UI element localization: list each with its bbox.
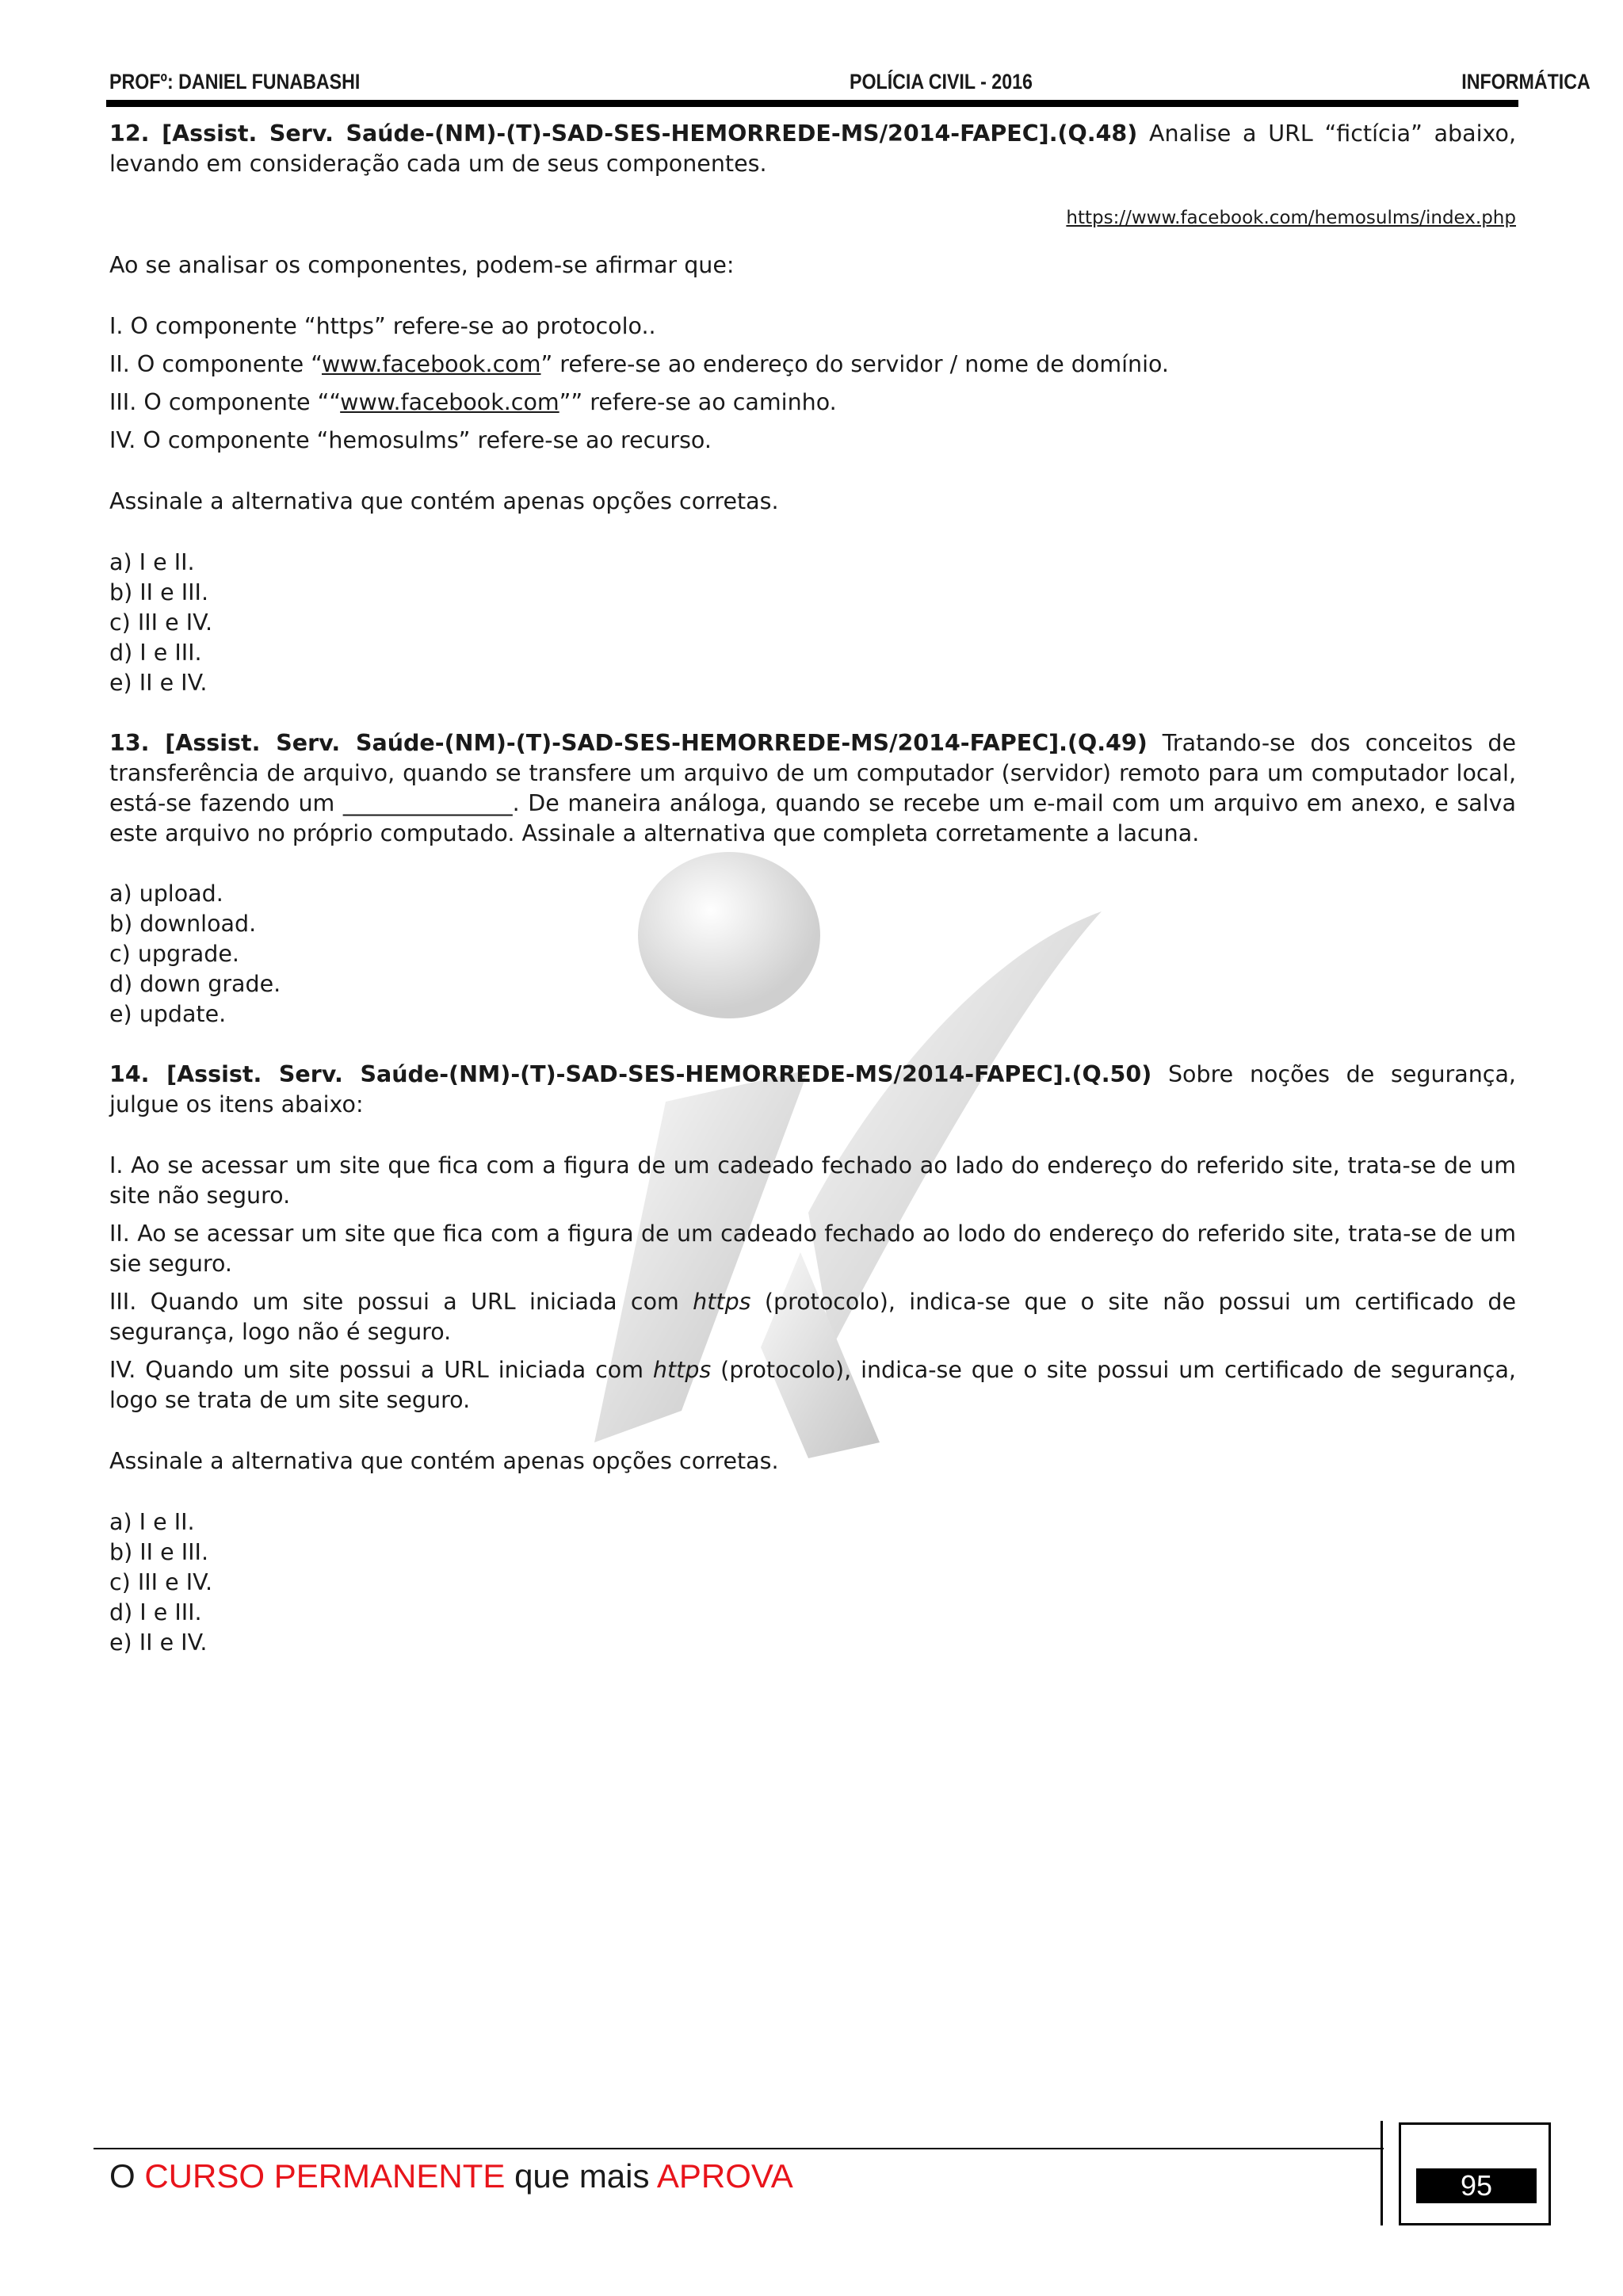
question-12 — [109, 119, 1516, 179]
option-d: d) I e III. — [109, 1599, 202, 1626]
header-rule — [106, 100, 1518, 107]
item-3-link: www.facebook.com — [340, 389, 559, 415]
slogan-o: O — [109, 2157, 145, 2195]
option-c: c) III e IV. — [109, 609, 213, 636]
footer-slogan — [109, 2157, 793, 2195]
footer-divider — [1381, 2121, 1383, 2225]
item-3-suffix: ”” refere-se ao caminho. — [559, 389, 837, 415]
question-14-text: Sobre noções de segurança, julgue os itens abaixo: — [109, 1061, 1516, 1117]
item-3-prefix: III. Quando um site possui a URL iniciada com — [109, 1289, 693, 1315]
header-subject: INFORMÁTICA — [1461, 70, 1591, 94]
question-13-text: Tratando-se dos conceitos de transferência de arquivo, quando se transfere um arquivo de um computador (servidor) remoto para um computador local, está-se fazendo um _______________. De maneira análoga, quando se recebe um e-mail com um arquivo em anexo, e salva este arquivo no próprio computado. Assinale a alternativa que completa corretamente a lacuna. — [109, 730, 1516, 846]
option-d: d) I e III. — [109, 640, 202, 666]
question-12-item-3 — [109, 388, 1516, 418]
option-e: e) II e IV. — [109, 1629, 208, 1656]
question-14-item-2: II. Ao se acessar um site que fica com a figura de um cadeado fechado ao lodo do endereço do referido site, trata-se de um sie seguro. — [109, 1221, 1516, 1277]
question-13-options — [109, 879, 1516, 1030]
option-c: c) upgrade. — [109, 941, 239, 967]
option-e: e) update. — [109, 1001, 227, 1027]
slogan-aprova: APROVA — [656, 2157, 793, 2195]
question-14-prompt: Assinale a alternativa que contém apenas opções corretas. — [109, 1448, 779, 1474]
option-a: a) I e II. — [109, 1509, 195, 1535]
item-2-link: www.facebook.com — [322, 351, 541, 377]
question-12-intro: Ao se analisar os componentes, podem-se afirmar que: — [109, 252, 735, 278]
item-3-suffix: (protocolo), indica-se que o site não possui um certificado de segurança, logo não é seguro. — [109, 1289, 1516, 1345]
question-14-item-1: I. Ao se acessar um site que fica com a figura de um cadeado fechado ao lado do endereço do referido site, trata-se de um site não seguro. — [109, 1152, 1516, 1209]
header-exam: POLÍCIA CIVIL - 2016 — [849, 70, 1033, 94]
footer-rule — [94, 2148, 1384, 2149]
question-12-item-4: IV. O componente “hemosulms” refere-se ao recurso. — [109, 427, 712, 453]
question-12-text: Analise a URL “fictícia” abaixo, levando em consideração cada um de seus componentes. — [109, 120, 1517, 177]
question-12-reference: 12. [Assist. Serv. Saúde-(NM)-(T)-SAD-SES-HEMORREDE-MS/2014-FAPEC].(Q.48) — [109, 120, 1138, 147]
option-e: e) II e IV. — [109, 670, 208, 696]
option-d: d) down grade. — [109, 971, 281, 997]
question-12-item-2 — [109, 350, 1516, 380]
item-4-prefix: IV. Quando um site possui a URL iniciada com — [109, 1357, 653, 1383]
question-13-reference: 13. [Assist. Serv. Saúde-(NM)-(T)-SAD-SES-HEMORREDE-MS/2014-FAPEC].(Q.49) — [109, 730, 1148, 756]
item-3-prefix: III. O componente ““ — [109, 389, 341, 415]
page-number: 95 — [1416, 2168, 1537, 2203]
question-12-options — [109, 548, 1516, 698]
question-14-reference: 14. [Assist. Serv. Saúde-(NM)-(T)-SAD-SES-HEMORREDE-MS/2014-FAPEC].(Q.50) — [109, 1061, 1152, 1087]
page-header — [109, 70, 1591, 97]
slogan-que-mais: que mais — [505, 2157, 657, 2195]
question-12-prompt: Assinale a alternativa que contém apenas opções corretas. — [109, 488, 779, 514]
question-14-item-4 — [109, 1355, 1516, 1415]
item-3-emphasis: https — [693, 1289, 751, 1315]
option-c: c) III e IV. — [109, 1569, 213, 1595]
page-content — [109, 119, 1516, 1658]
question-14-options — [109, 1507, 1516, 1658]
item-2-suffix: ” refere-se ao endereço do servidor / nome de domínio. — [540, 351, 1169, 377]
question-12-item-1: I. O componente “https” refere-se ao protocolo.. — [109, 313, 656, 339]
item-4-suffix: (protocolo), indica-se que o site possui um certificado de segurança, logo se trata de um site seguro. — [109, 1357, 1516, 1413]
option-b: b) II e III. — [109, 1539, 209, 1565]
header-author: PROFº: DANIEL FUNABASHI — [109, 70, 361, 94]
slogan-curso: CURSO PERMANENTE — [144, 2157, 506, 2195]
option-a: a) upload. — [109, 881, 223, 907]
item-4-emphasis: https — [652, 1357, 712, 1383]
item-2-prefix: II. O componente “ — [109, 351, 322, 377]
question-13 — [109, 728, 1516, 849]
question-14-item-3 — [109, 1287, 1516, 1347]
question-14 — [109, 1060, 1516, 1120]
option-a: a) I e II. — [109, 549, 195, 575]
option-b: b) download. — [109, 911, 257, 937]
option-b: b) II e III. — [109, 579, 209, 606]
question-12-url: https://www.facebook.com/hemosulms/index.php — [1066, 208, 1516, 228]
